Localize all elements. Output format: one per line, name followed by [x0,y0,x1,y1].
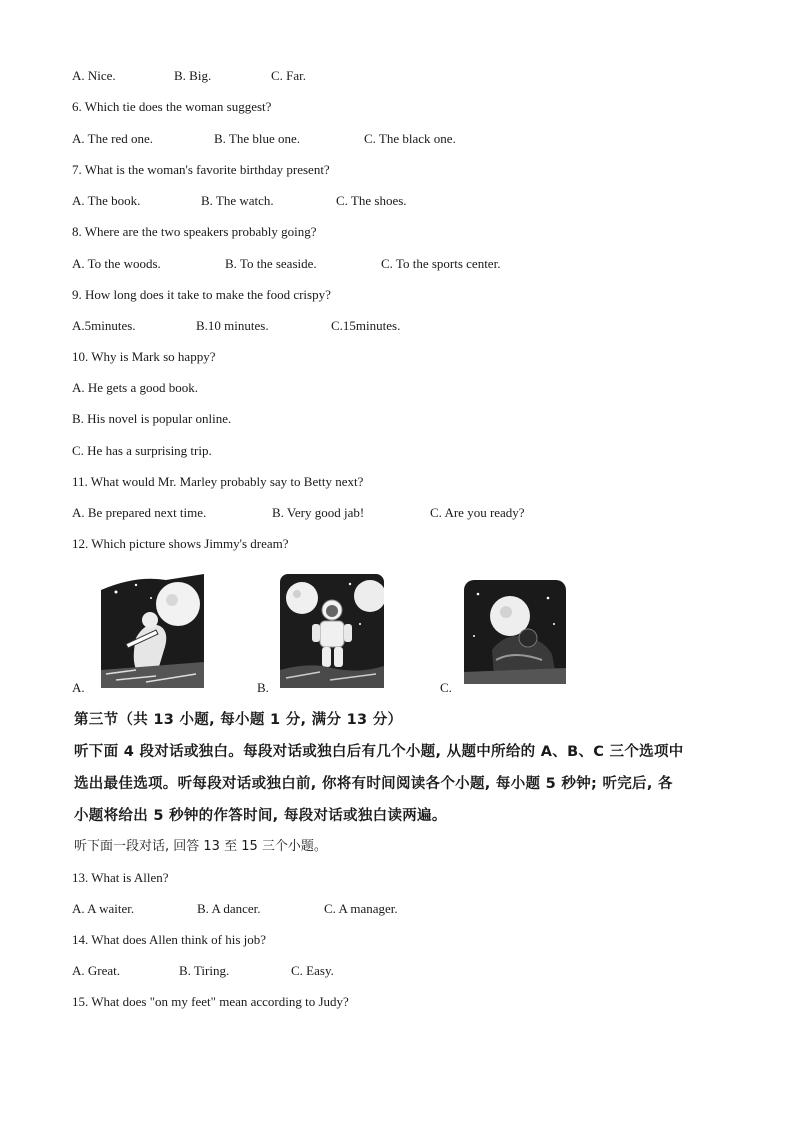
picture-a[interactable] [96,570,206,688]
q10-option-b: B. His novel is popular online. [72,411,232,426]
question-12: 12. Which picture shows Jimmy's dream? [72,536,289,551]
option-c: C. Are you ready? [430,505,525,520]
q8-options [72,256,500,272]
man-with-telescope-under-moon-icon [96,570,206,688]
option-b: B. The watch. [201,193,274,208]
q11-options [72,505,525,521]
question-10: 10. Why is Mark so happy? [72,349,216,364]
question-7: 7. What is the woman's favorite birthday present? [72,162,330,177]
q4-options [72,68,306,84]
picture-label-c: C. [440,680,452,695]
astronaut-on-moon-icon [280,574,384,688]
option-a: A. Nice. [72,68,116,83]
option-a: A. To the woods. [72,256,161,271]
instructions-line-1: 听下面 4 段对话或独白。每段对话或独白后有几个小题, 从题中所给的 A、B、C 三个选项中 [74,744,684,760]
q10-option-c: C. He has a surprising trip. [72,443,212,458]
option-c: C. Far. [271,68,307,83]
option-b: B. Tiring. [179,963,230,978]
picture-b[interactable] [280,574,384,688]
q10-option-a: A. He gets a good book. [72,380,199,395]
option-b: B. Very good jab! [272,505,365,520]
option-a: A. Be prepared next time. [72,505,207,520]
q12-pictures [72,570,632,695]
question-8: 8. Where are the two speakers probably going? [72,224,317,239]
option-b: B. A dancer. [197,901,261,916]
person-sleeping-under-moon-icon [464,580,566,684]
option-c: C.15minutes. [331,318,401,333]
option-c: C. The shoes. [336,193,407,208]
dialogue-intro: 听下面一段对话, 回答 13 至 15 三个小题。 [74,839,327,854]
question-15: 15. What does "on my feet" mean according to Judy? [72,994,349,1009]
option-a: A. Great. [72,963,121,978]
question-9: 9. How long does it take to make the food crispy? [72,287,331,302]
option-b: B. The blue one. [214,131,301,146]
question-6: 6. Which tie does the woman suggest? [72,99,272,114]
q14-options [72,963,334,979]
q6-options [72,131,456,147]
picture-label-b: B. [257,680,269,695]
option-c: C. The black one. [364,131,456,146]
picture-c[interactable] [464,580,566,684]
q13-options [72,901,398,917]
option-a: A. The red one. [72,131,153,146]
instructions-line-2: 选出最佳选项。听每段对话或独白前, 你将有时间阅读各个小题, 每小题 5 秒钟; 听完后, 各 [74,776,673,792]
option-a: A.5minutes. [72,318,136,333]
question-11: 11. What would Mr. Marley probably say to Betty next? [72,474,364,489]
option-b: B. Big. [174,68,212,83]
option-b: B.10 minutes. [196,318,269,333]
q7-options [72,193,407,209]
section-title: 第三节（共 13 小题, 每小题 1 分, 满分 13 分） [74,712,403,728]
option-a: A. The book. [72,193,141,208]
option-a: A. A waiter. [72,901,135,916]
question-14: 14. What does Allen think of his job? [72,932,267,947]
option-b: B. To the seaside. [225,256,317,271]
instructions-line-3: 小题将给出 5 秒钟的作答时间, 每段对话或独白读两遍。 [74,808,447,824]
q9-options [72,318,400,334]
picture-label-a: A. [72,680,85,695]
option-c: C. Easy. [291,963,334,978]
option-c: C. A manager. [324,901,398,916]
question-13: 13. What is Allen? [72,870,169,885]
option-c: C. To the sports center. [381,256,501,271]
